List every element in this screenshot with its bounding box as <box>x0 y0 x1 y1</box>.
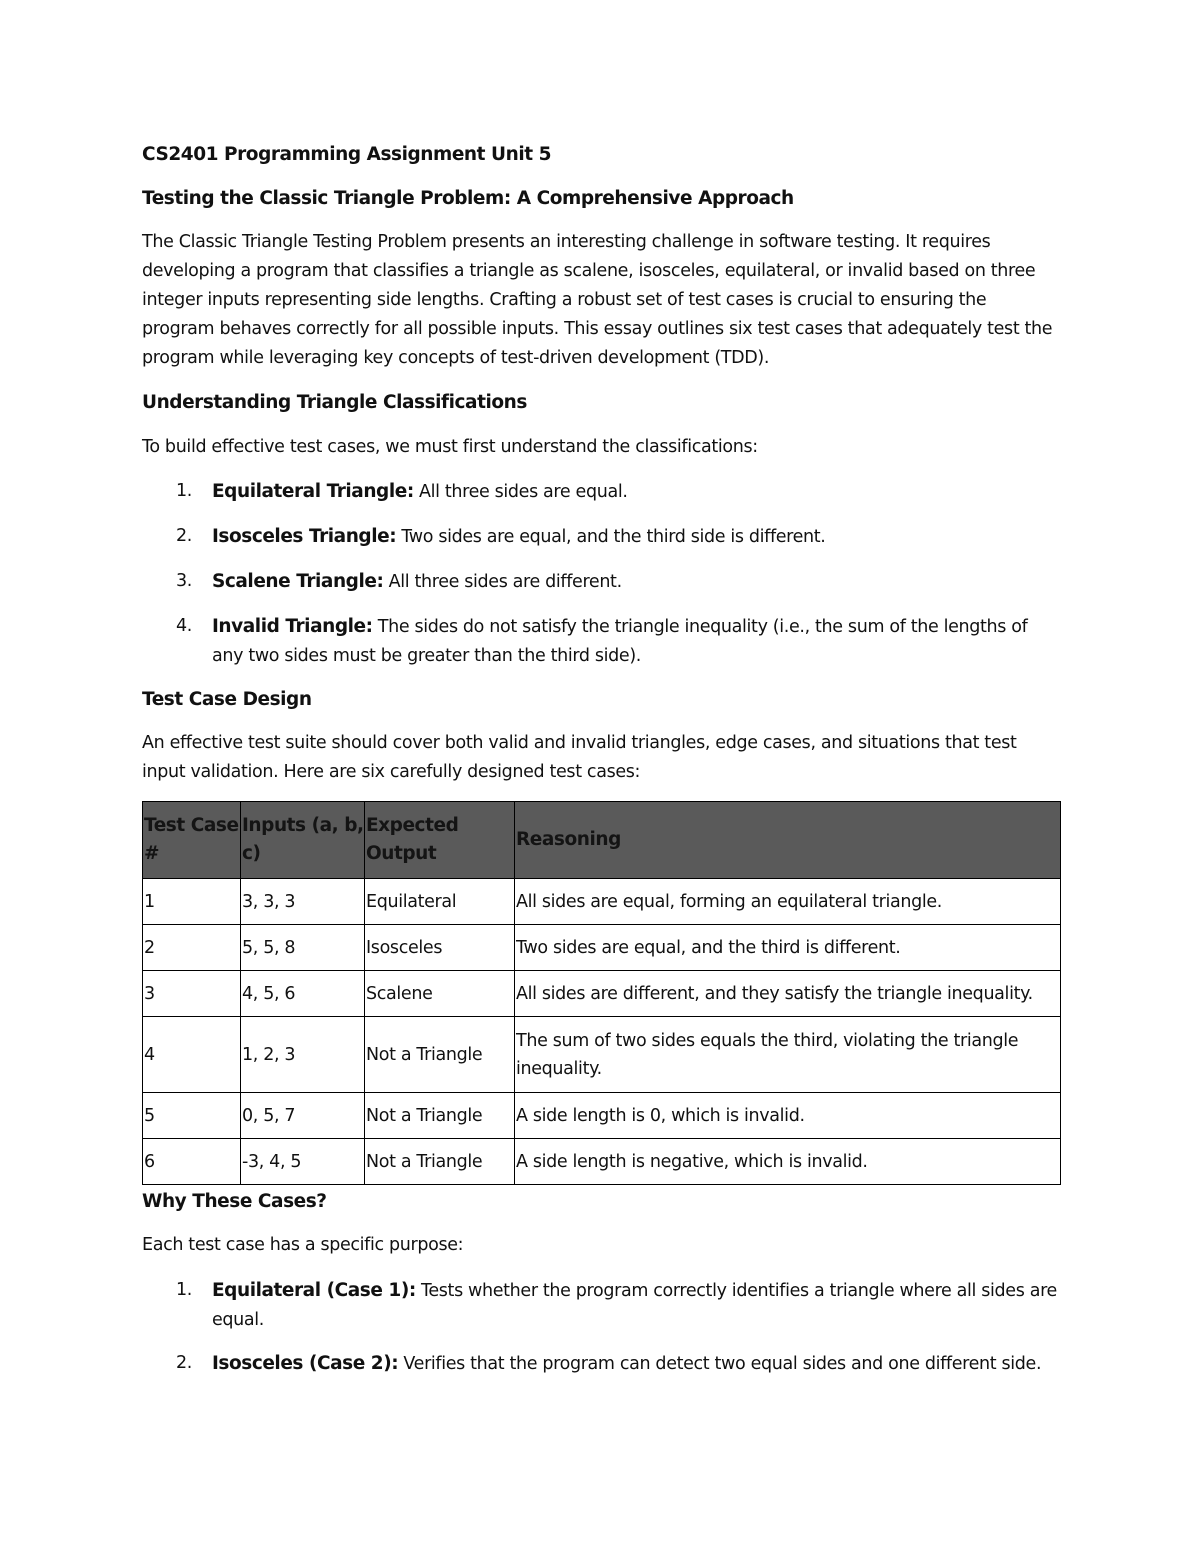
test-case-table <box>142 801 1061 1185</box>
section-heading-classifications: Understanding Triangle Classifications <box>142 392 527 413</box>
list-item-term: Equilateral (Case 1): <box>212 1280 416 1301</box>
table-cell: 6 <box>143 1139 241 1185</box>
list-item <box>142 477 1060 507</box>
column-header: Test Case # <box>143 802 241 879</box>
column-header: Inputs (a, b, c) <box>241 802 365 879</box>
table-cell: All sides are different, and they satisfy the triangle inequality. <box>515 971 1061 1017</box>
table-cell: 5, 5, 8 <box>241 925 365 971</box>
list-item-term: Equilateral Triangle: <box>212 481 414 502</box>
document-subtitle: Testing the Classic Triangle Problem: A Comprehensive Approach <box>142 188 794 209</box>
table-row <box>143 971 1061 1017</box>
list-item-term: Scalene Triangle: <box>212 571 384 592</box>
table-header-row <box>143 802 1061 879</box>
table-row <box>143 879 1061 925</box>
table-cell: The sum of two sides equals the third, violating the triangle inequality. <box>515 1017 1061 1093</box>
table-cell: Not a Triangle <box>365 1017 515 1093</box>
list-item <box>142 522 1060 552</box>
table-row <box>143 1093 1061 1139</box>
list-item-term: Invalid Triangle: <box>212 616 373 637</box>
list-item <box>142 1276 1060 1335</box>
table-cell: Not a Triangle <box>365 1093 515 1139</box>
column-header: Expected Output <box>365 802 515 879</box>
list-item-description: Two sides are equal, and the third side is different. <box>396 527 826 547</box>
why-lead: Each test case has a specific purpose: <box>142 1235 464 1255</box>
table-row <box>143 1017 1061 1093</box>
table-cell: A side length is 0, which is invalid. <box>515 1093 1061 1139</box>
table-cell: All sides are equal, forming an equilateral triangle. <box>515 879 1061 925</box>
table-cell: -3, 4, 5 <box>241 1139 365 1185</box>
document-page <box>142 138 1060 1379</box>
list-item-description: All three sides are equal. <box>413 482 628 502</box>
table-cell: 0, 5, 7 <box>241 1093 365 1139</box>
table-cell: Equilateral <box>365 879 515 925</box>
list-item <box>142 1349 1060 1379</box>
table-cell: 5 <box>143 1093 241 1139</box>
classification-list <box>142 477 1060 671</box>
list-item-number: 1. <box>176 1280 192 1300</box>
list-item-number: 3. <box>176 571 192 591</box>
document-title: CS2401 Programming Assignment Unit 5 <box>142 144 552 165</box>
table-cell: 4, 5, 6 <box>241 971 365 1017</box>
table-row <box>143 1139 1061 1185</box>
table-cell: 3 <box>143 971 241 1017</box>
list-item-number: 2. <box>176 526 192 546</box>
list-item-number: 2. <box>176 1353 192 1373</box>
table-cell: Isosceles <box>365 925 515 971</box>
table-cell: 1, 2, 3 <box>241 1017 365 1093</box>
list-item-description: All three sides are different. <box>383 572 622 592</box>
table-cell: 3, 3, 3 <box>241 879 365 925</box>
table-row <box>143 925 1061 971</box>
table-cell: 1 <box>143 879 241 925</box>
table-cell: A side length is negative, which is invalid. <box>515 1139 1061 1185</box>
list-item <box>142 567 1060 597</box>
classifications-lead: To build effective test cases, we must first understand the classifications: <box>142 437 758 457</box>
test-design-lead: An effective test suite should cover both valid and invalid triangles, edge cases, and situations that test input validation. Here are six carefully designed test cases: <box>142 733 1017 782</box>
intro-paragraph: The Classic Triangle Testing Problem presents an interesting challenge in software testing. It requires developing a program that classifies a triangle as scalene, isosceles, equilateral, or invalid based on three integer inputs representing side lengths. Crafting a robust set of test cases is crucial to ensuring the program behaves correctly for all possible inputs. This essay outlines six test cases that adequately test the program while leveraging key concepts of test-driven development (TDD). <box>142 232 1053 368</box>
list-item-description: Verifies that the program can detect two equal sides and one different side. <box>398 1354 1042 1374</box>
list-item-number: 1. <box>176 481 192 501</box>
list-item-term: Isosceles (Case 2): <box>212 1353 399 1374</box>
column-header: Reasoning <box>515 802 1061 879</box>
table-cell: Two sides are equal, and the third is different. <box>515 925 1061 971</box>
list-item-number: 4. <box>176 616 192 636</box>
list-item <box>142 612 1060 671</box>
table-cell: 2 <box>143 925 241 971</box>
table-cell: Not a Triangle <box>365 1139 515 1185</box>
table-cell: Scalene <box>365 971 515 1017</box>
list-item-term: Isosceles Triangle: <box>212 526 397 547</box>
table-cell: 4 <box>143 1017 241 1093</box>
list-item-description: The sides do not satisfy the triangle inequality (i.e., the sum of the lengths of any two sides must be greater than the third side). <box>212 617 1028 666</box>
why-list <box>142 1276 1060 1379</box>
section-heading-test-design: Test Case Design <box>142 689 312 710</box>
section-heading-why: Why These Cases? <box>142 1191 327 1212</box>
list-item-description: Tests whether the program correctly identifies a triangle where all sides are equal. <box>212 1281 1057 1330</box>
